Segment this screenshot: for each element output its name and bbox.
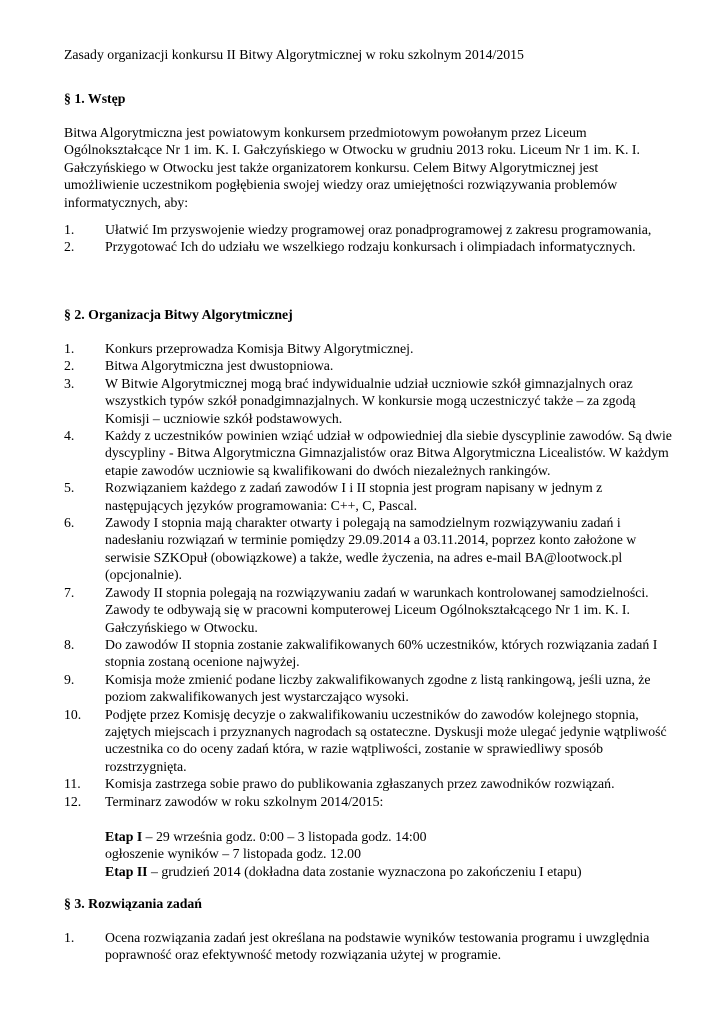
list-item-number: 4. bbox=[64, 428, 75, 444]
list-item-number: 3. bbox=[64, 375, 75, 391]
list-item bbox=[0, 221, 680, 238]
list-item-text: Ocena rozwiązania zadań jest określana na podstawie wyników testowania programu i uwzględnia poprawność oraz efektywność metody rozwiązania użytej w programie. bbox=[105, 930, 650, 963]
document-title: Zasady organizacji konkursu II Bitwy Algorytmicznej w roku szkolnym 2014/2015 bbox=[64, 47, 524, 62]
list-item bbox=[0, 238, 680, 255]
list-item-number: 1. bbox=[64, 930, 75, 945]
list-item bbox=[0, 636, 680, 671]
list-item-number: 2. bbox=[64, 239, 75, 255]
list-item-text: Do zawodów II stopnia zostanie zakwalifikowanych 60% uczestników, których rozwiązania zadań I stopnia zostaną ocenione najwyżej. bbox=[105, 636, 658, 670]
stage-2-dates: – grudzień 2014 (dokładna data zostanie wyznaczona po zakończeniu I etapu) bbox=[147, 863, 582, 879]
list-item bbox=[0, 357, 680, 374]
schedule-stage-2 bbox=[105, 863, 685, 880]
list-item bbox=[0, 340, 680, 357]
list-item-number: 5. bbox=[64, 480, 75, 496]
list-item-number: 2. bbox=[64, 358, 75, 374]
list-item bbox=[0, 514, 680, 584]
stage-1-label: Etap I bbox=[105, 829, 143, 844]
list-item bbox=[0, 793, 680, 810]
list-item-text: W Bitwie Algorytmicznej mogą brać indywidualnie udział uczniowie szkół gimnazjalnych oraz wszystkich typów szkół ponadgimnazjalnych. W konkursie mogą uczestniczyć także – za zgodą Komisji – uczniowie szkół podstawowych. bbox=[105, 375, 636, 426]
list-item bbox=[0, 929, 680, 964]
section-2-list bbox=[0, 340, 680, 810]
stage-2-label: Etap II bbox=[105, 863, 148, 879]
list-item bbox=[0, 479, 680, 514]
list-item-number: 11. bbox=[64, 776, 81, 792]
section-1-list bbox=[0, 221, 680, 256]
list-item bbox=[0, 584, 680, 636]
section-1-intro: Bitwa Algorytmiczna jest powiatowym konkursem przedmiotowym powołanym przez Liceum Ogólnokształcące Nr 1 im. K. I. Gałczyńskiego w Otwocku w grudniu 2013 roku. Liceum Nr 1 im. K. I. Gałczyńskiego w Otwocku jest także organizatorem konkursu. Celem Bitwy Algorytmicznej jest umożliwienie uczestnikom pogłębienia swojej wiedzy oraz umiejętności rozwiązywania problemów informatycznych, aby: bbox=[64, 125, 640, 210]
list-item-number: 9. bbox=[64, 671, 75, 687]
list-item-text: Podjęte przez Komisję decyzje o zakwalifikowaniu uczestników do zawodów kolejnego stopnia, zajętych miejscach i przyznanych nagrodach są ostateczne. Dyskusji może ulegać jedynie wątpliwość uczestnika co do oceny zadań która, w razie wątpliwości, zostanie w sprawiedliwy sposób rozstrzygnięta. bbox=[105, 706, 667, 774]
list-item-number: 12. bbox=[64, 793, 82, 809]
list-item-number: 1. bbox=[64, 341, 75, 356]
list-item bbox=[0, 706, 680, 776]
list-item-text: Terminarz zawodów w roku szkolnym 2014/2015: bbox=[105, 793, 384, 809]
schedule-stage-1 bbox=[105, 828, 685, 845]
list-item bbox=[0, 375, 680, 427]
section-1-heading: § 1. Wstęp bbox=[64, 91, 126, 106]
list-item-number: 6. bbox=[64, 515, 75, 531]
list-item-text: Bitwa Algorytmiczna jest dwustopniowa. bbox=[105, 358, 334, 374]
section-3-list bbox=[0, 929, 680, 964]
list-item bbox=[0, 775, 680, 792]
schedule-block bbox=[105, 828, 685, 880]
list-item-number: 8. bbox=[64, 636, 75, 652]
list-item-text: Każdy z uczestników powinien wziąć udział w odpowiedniej dla siebie dyscyplinie zawodów. Są dwie dyscypliny - Bitwa Algorytmiczna Gimnazjalistów oraz Bitwa Algorytmiczna Licealistów. W każdym etapie zawodów uczniowie są kwalifikowani do dwóch niezależnych rankingów. bbox=[105, 428, 672, 478]
list-item-text: Zawody I stopnia mają charakter otwarty i polegają na samodzielnym rozwiązywaniu zadań i nadesłaniu rozwiązań w terminie pomiędzy 29.09.2014 a 03.11.2014, poprzez konto założone w serwisie SZKOpuł (obowiązkowe) a także, wedle życzenia, na adres e-mail BA@lootwock.pl (opcjonalnie). bbox=[105, 515, 637, 583]
list-item-text: Przygotować Ich do udziału we wszelkiego rodzaju konkursach i olimpiadach informatycznych. bbox=[105, 239, 636, 255]
section-2-heading: § 2. Organizacja Bitwy Algorytmicznej bbox=[64, 307, 293, 322]
list-item-text: Konkurs przeprowadza Komisja Bitwy Algorytmicznej. bbox=[105, 341, 414, 356]
section-3-heading: § 3. Rozwiązania zadań bbox=[64, 896, 202, 911]
list-item bbox=[0, 427, 680, 479]
list-item-text: Zawody II stopnia polegają na rozwiązywaniu zadań w warunkach kontrolowanej samodzielności. Zawody te odbywają się w pracowni komputerowej Liceum Ogólnokształcącego Nr 1 im. K. I. Gałczyńskiego w Otwocku. bbox=[105, 584, 649, 635]
stage-1-dates: – 29 września godz. 0:00 – 3 listopada godz. 14:00 bbox=[142, 829, 427, 844]
list-item-number: 7. bbox=[64, 584, 75, 600]
list-item-number: 10. bbox=[64, 706, 82, 722]
list-item-text: Komisja zastrzega sobie prawo do publikowania zgłaszanych przez zawodników rozwiązań. bbox=[105, 776, 615, 792]
list-item-number: 1. bbox=[64, 222, 75, 237]
list-item-text: Ułatwić Im przyswojenie wiedzy programowej oraz ponadprogramowej z zakresu programowania, bbox=[105, 222, 652, 237]
list-item bbox=[0, 671, 680, 706]
list-item-text: Rozwiązaniem każdego z zadań zawodów I i II stopnia jest program napisany w jednym z następujących języków programowania: C++, C, Pascal. bbox=[105, 480, 603, 513]
list-item-text: Komisja może zmienić podane liczby zakwalifikowanych zgodne z listą rankingową, jeśli uzna, że poziom zakwalifikowanych jest wystarczająco wysoki. bbox=[105, 671, 651, 705]
schedule-results: ogłoszenie wyników – 7 listopada godz. 12.00 bbox=[105, 846, 361, 862]
